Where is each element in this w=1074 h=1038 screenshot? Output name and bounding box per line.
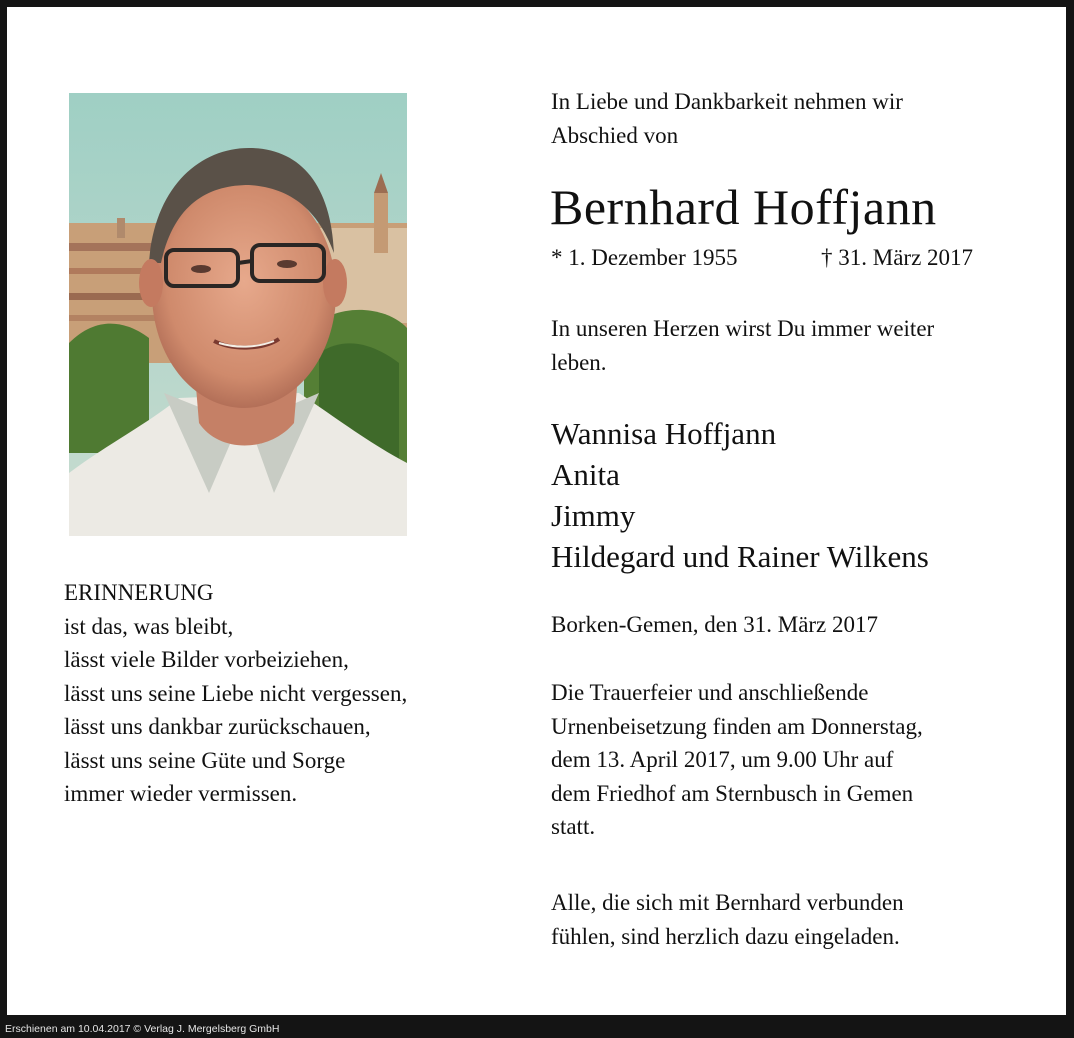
motto-line: leben. <box>551 349 607 375</box>
poem-line: lässt uns seine Liebe nicht vergessen, <box>64 680 408 706</box>
poem-line: immer wieder vermissen. <box>64 781 298 806</box>
poem-line: lässt uns dankbar zurückschauen, <box>64 714 371 739</box>
deceased-name: Bernhard Hoffjann <box>550 179 937 235</box>
service-line: dem 13. April 2017, um 9.00 Uhr auf <box>551 747 894 772</box>
service-line: statt. <box>551 814 596 839</box>
birth-date: * 1. Dezember 1955 <box>551 245 738 270</box>
memorial-poem <box>64 576 407 811</box>
poem-line: lässt viele Bilder vorbeiziehen, <box>64 647 349 672</box>
poem-line: ist das, was bleibt, <box>64 613 234 639</box>
portrait-photo <box>69 93 407 536</box>
publication-footer: Erschienen am 10.04.2017 © Verlag J. Mergelsberg GmbH <box>5 1023 280 1035</box>
death-date: † 31. März 2017 <box>821 245 974 270</box>
mourner-name: Anita <box>551 457 620 492</box>
memorial-motto <box>551 312 1011 379</box>
intro-text <box>551 85 903 152</box>
service-line: dem Friedhof am Sternbusch in Gemen <box>551 780 914 806</box>
invitation-line: fühlen, sind herzlich dazu eingeladen. <box>551 923 900 949</box>
poem-line: lässt uns seine Güte und Sorge <box>64 747 346 773</box>
mourner-name: Wannisa Hoffjann <box>551 416 777 451</box>
invitation-text <box>551 886 1021 953</box>
poem-line: ERINNERUNG <box>64 580 214 605</box>
service-line: Die Trauerfeier und anschließende <box>551 680 869 705</box>
motto-line: In unseren Herzen wirst Du immer weiter <box>551 316 935 341</box>
mourners-list <box>551 413 929 577</box>
place-and-date: Borken-Gemen, den 31. März 2017 <box>551 612 879 637</box>
service-details <box>551 676 1021 844</box>
service-line: Urnenbeisetzung finden am Donnerstag, <box>551 713 923 739</box>
obituary-notice <box>7 7 1066 1015</box>
mourner-name: Hildegard und Rainer Wilkens <box>551 539 929 574</box>
intro-line: Abschied von <box>551 122 679 148</box>
mourner-name: Jimmy <box>551 498 636 533</box>
invitation-line: Alle, die sich mit Bernhard verbunden <box>551 890 904 915</box>
intro-line: In Liebe und Dankbarkeit nehmen wir <box>551 89 903 114</box>
